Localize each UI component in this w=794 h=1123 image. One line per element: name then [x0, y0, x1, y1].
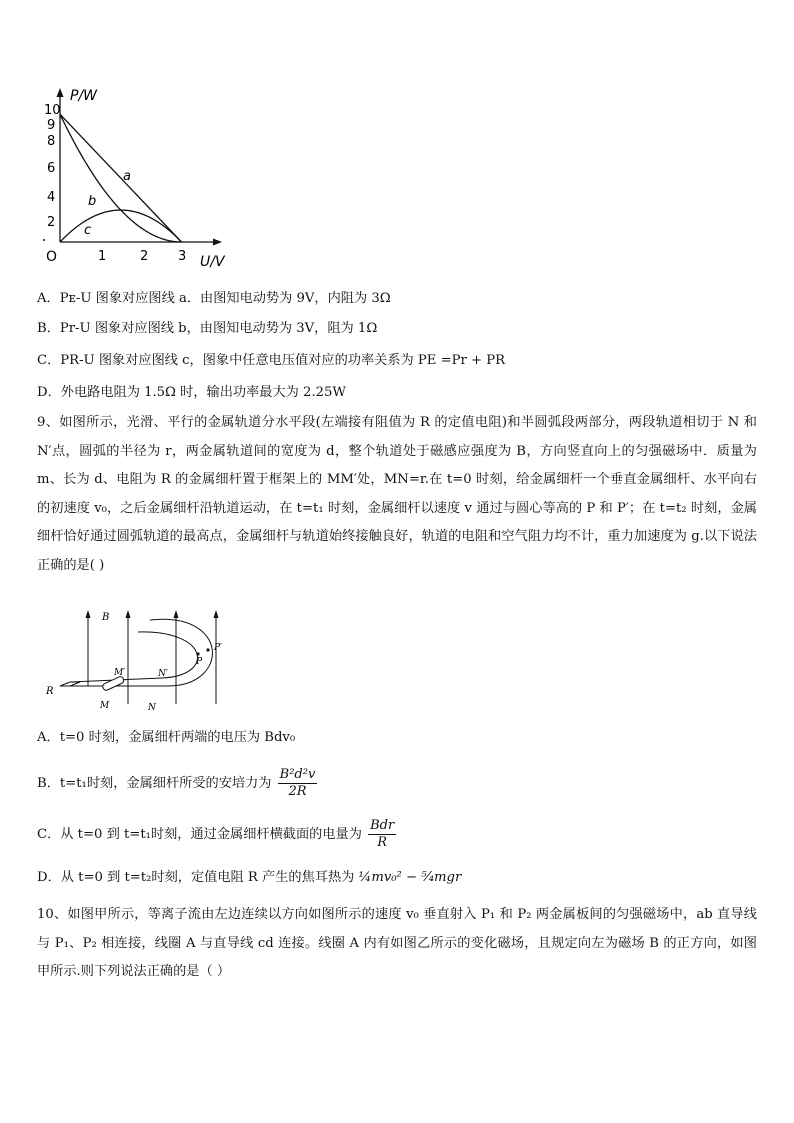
fraction-numerator: Bdr	[370, 818, 395, 833]
curve-label-a: a	[123, 169, 131, 184]
q9-option-c-text: C．从 t=0 到 t=t₁时刻，通过金属细杆横截面的电量为	[37, 827, 362, 842]
curve-label-b: b	[88, 194, 97, 209]
q9-option-b-fraction	[278, 767, 318, 800]
y-tick: 10	[44, 103, 61, 118]
field-arrow	[214, 610, 219, 618]
field-arrow	[126, 610, 131, 618]
resistor-label: R	[46, 686, 54, 697]
point-p	[196, 652, 199, 655]
q9-option-b	[37, 764, 319, 804]
q8-option-d: D．外电路电阻为 1.5Ω 时，输出功率最大为 2.25W	[37, 385, 346, 400]
curve-a	[60, 114, 182, 242]
fraction-denominator: 2R	[288, 784, 307, 799]
q8-option-a: A．Pᴇ-U 图象对应图线 a．由图知电动势为 9V，内阻为 3Ω	[37, 291, 391, 306]
y-tick-dot	[43, 239, 45, 241]
resistor-icon	[60, 682, 80, 686]
x-tick: 1	[98, 249, 107, 264]
y-tick: 9	[47, 118, 56, 133]
label-p-prime: P′	[214, 643, 223, 653]
y-tick: 8	[47, 134, 56, 149]
fraction-denominator: R	[377, 835, 388, 850]
y-tick: 4	[47, 190, 56, 205]
q9-option-a: A．t=0 时刻，金属细杆两端的电压为 Bdv₀	[37, 730, 296, 745]
q9-option-d-expression: ¼mv₀² − ⁵⁄₄mgr	[358, 870, 462, 885]
fraction-numerator: B²d²v	[279, 767, 316, 782]
q9-option-d	[37, 858, 461, 898]
label-m: M	[100, 701, 110, 711]
y-tick: 6	[47, 161, 56, 176]
q9-option-b-text: B．t=t₁时刻，金属细杆所受的安培力为	[37, 776, 272, 791]
field-label: B	[102, 612, 110, 623]
q9-option-c	[37, 815, 398, 855]
label-n: N	[148, 703, 156, 713]
x-axis-arrow	[213, 239, 222, 246]
field-arrow	[86, 610, 91, 618]
q9-stem: 9、如图所示，光滑、平行的金属轨道分水平段(左端接有阻值为 R 的定值电阻)和半圆弧段两部分，两段轨道相切于 N 和 N′点，圆弧的半径为 r，两金属轨道间的宽度为 d，整个轨道处于磁感应强度为 B，方向竖直向上的匀强磁场中．质量为 m、长为 d、电阻为 R 的金属细杆置于框架上的 MM′处，MN=r.在 t=0 时刻，给金属细杆一个垂直金属细杆、水平向右的初速度 v₀，之后金属细杆沿轨道运动，在 t=t₁ 时刻，金属细杆以速度 v 通过与圆心等高的 P 和 P′；在 t=t₂ 时刻，金属细杆恰好通过圆弧轨道的最高点，金属细杆与轨道始终接触良好，轨道的电阻和空气阻力均不计，重力加速度为 g.以下说法正确的是( )	[37, 415, 757, 573]
rail-diagram	[40, 606, 250, 716]
x-tick: 3	[178, 249, 187, 264]
y-tick: 2	[47, 215, 56, 230]
origin-label: O	[46, 249, 58, 265]
curve-label-c: c	[84, 223, 92, 238]
q8-option-c: C．PR-U 图象对应图线 c，图象中任意电压值对应的功率关系为 PE =Pr + PR	[37, 353, 506, 368]
x-axis-label: U/V	[200, 254, 225, 270]
q8-option-b: B．Pr-U 图象对应图线 b，由图知电动势为 3V，阻为 1Ω	[37, 321, 378, 336]
field-arrow	[174, 610, 179, 618]
q10-stem: 10、如图甲所示，等离子流由左边连续以方向如图所示的速度 v₀ 垂直射入 P₁ 和 P₂ 两金属板间的匀强磁场中，ab 直导线与 P₁、P₂ 相连接，线圈 A 与直导线 cd 连接。线圈 A 内有如图乙所示的变化磁场，且规定向左为磁场 B 的正方向，如图甲所示.则下列说法正确的是（ ）	[37, 907, 757, 980]
x-tick: 2	[140, 249, 149, 264]
label-p: P	[196, 657, 203, 667]
point-p-prime	[206, 648, 209, 651]
label-m-prime: M′	[114, 668, 126, 678]
y-axis-label: P/W	[70, 88, 98, 104]
q9-option-c-fraction	[368, 818, 396, 851]
power-voltage-graph	[30, 82, 250, 277]
label-n-prime: N′	[158, 669, 168, 679]
y-axis-arrow	[57, 88, 64, 97]
curve-c	[60, 210, 182, 242]
q9-option-d-text: D．从 t=0 到 t=t₂时刻，定值电阻 R 产生的焦耳热为	[37, 870, 355, 885]
